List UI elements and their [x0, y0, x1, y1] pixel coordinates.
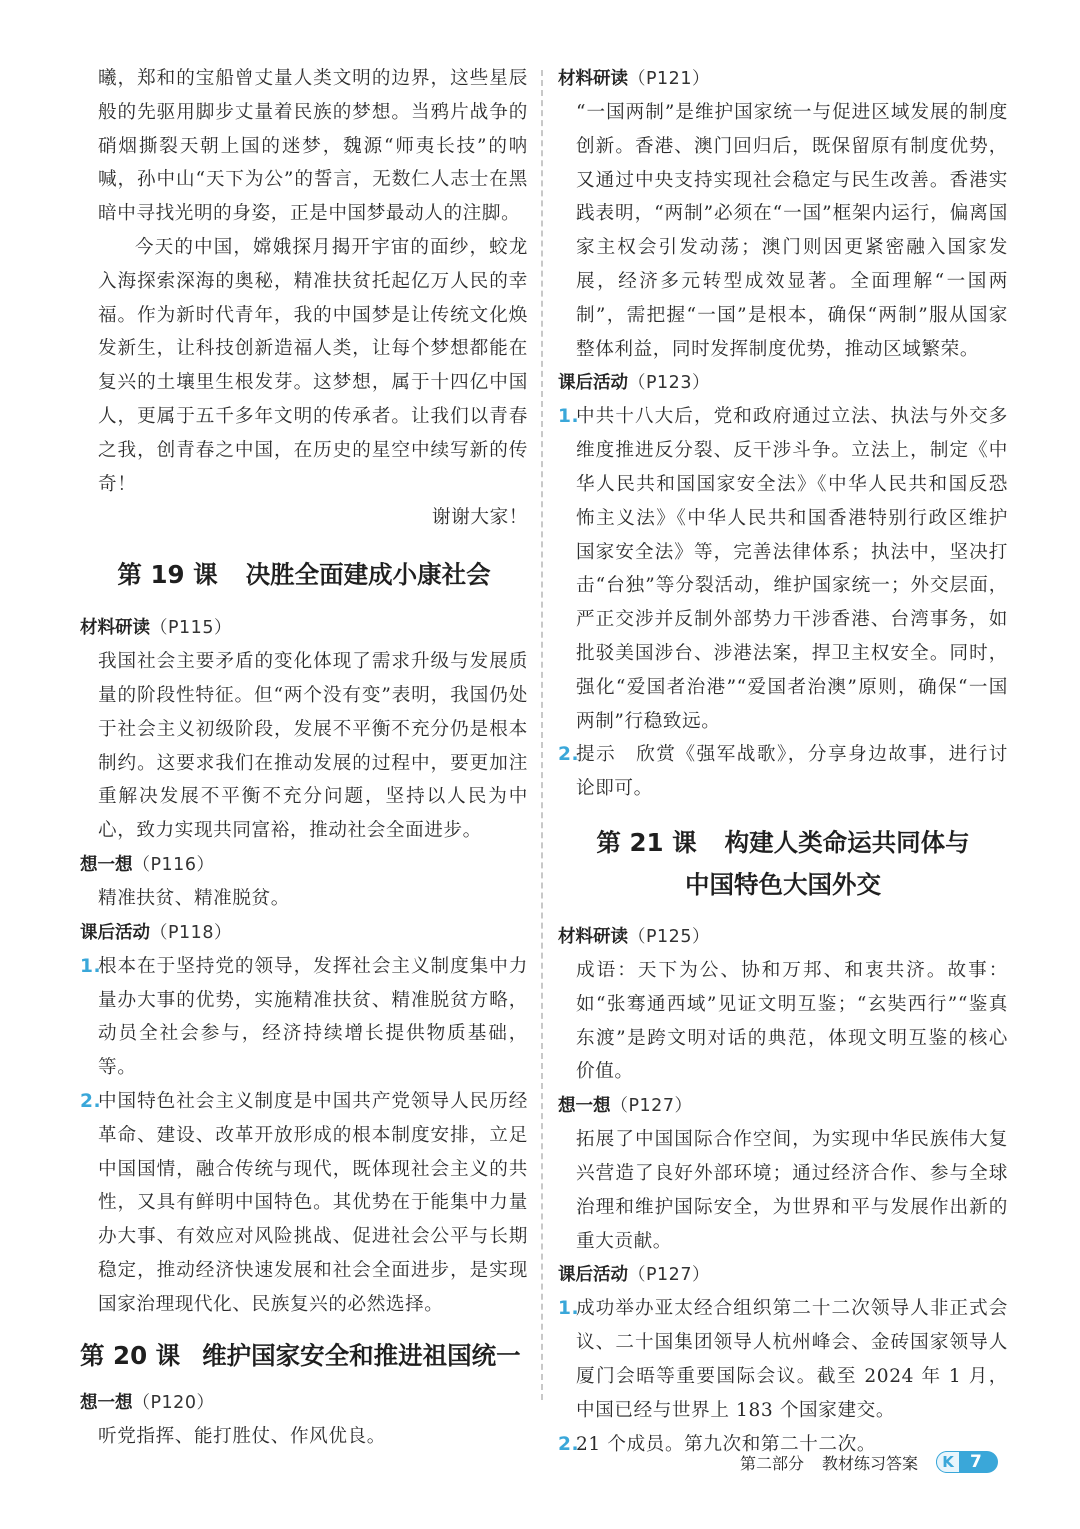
section-label: 材料研读: [558, 926, 628, 947]
lesson-21-number: 第 21 课: [596, 827, 697, 857]
list-item: [558, 738, 1008, 806]
lesson-20-title: 维护国家安全和推进祖国统一: [202, 1340, 521, 1370]
think-text: 听党指挥、能打胜仗、作风优良。: [98, 1425, 386, 1447]
section-label: 想一想: [80, 1392, 133, 1413]
section-label: 课后活动: [558, 1265, 628, 1286]
lesson-21-title-line1: 构建人类命运共同体与: [724, 827, 970, 857]
footer-part: 第二部分: [740, 1453, 805, 1473]
item-number: 1.: [558, 1298, 580, 1320]
page-ref: （P115）: [150, 618, 232, 639]
footer-section: 教材练习答案: [822, 1453, 919, 1473]
lesson-21-heading: [558, 822, 1008, 906]
section-heading: [558, 1258, 1008, 1292]
intro-paragraph-1: 曦，郑和的宝船曾丈量人类文明的边界，这些星辰般的先驱用脚步丈量着民族的梦想。当鸦片战争的硝烟撕裂天朝上国的迷梦，魏源“师夷长技”的呐喊，孙中山“天下为公”的誓言，无数仁人志士在黑暗中寻找光明的身姿，正是中国梦最动人的注脚。: [98, 68, 528, 225]
lesson-19-heading: [80, 553, 528, 597]
badge-letter: K: [936, 1451, 960, 1473]
section-heading: [80, 848, 528, 882]
section-label: 材料研读: [558, 69, 628, 89]
lesson-19-number: 第 19 课: [117, 560, 218, 590]
section-label: 课后活动: [558, 373, 628, 394]
list-item: [80, 950, 528, 1085]
page-number: 7: [970, 1452, 982, 1472]
left-column: [80, 62, 528, 1453]
lesson-21-title-line2: 中国特色大国外交: [685, 869, 881, 899]
item-number: 2.: [558, 1433, 580, 1455]
materials-text: “一国两制”是维护国家统一与促进区域发展的制度创新。香港、澳门回归后，既保留原有制度优势，又通过中央支持实现社会稳定与民生改善。香港实践表明，“两制”必须在“一国”框架内运行，偏离国家主权会引发动荡；澳门则因更紧密融入国家发展，经济多元转型成效显著。全面理解“一国两制”，需把握“一国”是根本，确保“两制”服从国家整体利益，同时发挥制度优势，推动区域繁荣。: [576, 102, 1008, 360]
section-label: 课后活动: [80, 922, 150, 943]
page-ref: （P118）: [150, 922, 232, 943]
page-footer: [740, 1451, 998, 1473]
item-text: 提示 欣赏《强军战歌》，分享身边故事，进行讨论即可。: [576, 744, 1008, 800]
closing-line: 谢谢大家！: [432, 507, 528, 529]
page-ref: （P116）: [132, 854, 215, 875]
section-label: 材料研读: [80, 618, 150, 639]
list-item: [558, 400, 1008, 738]
section-heading: [80, 916, 528, 950]
page-number-badge: [936, 1451, 998, 1473]
item-text: 21 个成员。第九次和第二十二次。: [576, 1433, 877, 1455]
section-heading: [80, 1386, 528, 1420]
think-text: 精准扶贫、精准脱贫。: [98, 887, 290, 909]
item-number: 2.: [558, 744, 580, 766]
item-number: 1.: [80, 955, 102, 977]
lesson-20-heading: [80, 1332, 528, 1380]
right-column: [558, 62, 1008, 1461]
think-text: 拓展了中国国际合作空间，为实现中华民族伟大复兴营造了良好外部环境；通过经济合作、参与全球治理和维护国际安全，为世界和平与发展作出新的重大贡献。: [576, 1129, 1008, 1252]
section-heading: [558, 920, 1008, 954]
page-ref: （P127）: [628, 1265, 710, 1286]
item-number: 2.: [80, 1090, 102, 1112]
page-ref: （P120）: [132, 1392, 215, 1413]
materials-text: 成语：天下为公、协和万邦、和衷共济。故事：如“张骞通西域”见证文明互鉴；“玄奘西行”“鉴真东渡”是跨文明对话的典范，体现文明互鉴的核心价值。: [576, 959, 1008, 1083]
item-text: 中共十八大后，党和政府通过立法、执法与外交多维度推进反分裂、反干涉斗争。立法上，制定《中华人民共和国国家安全法》《中华人民共和国反恐怖主义法》《中华人民共和国香港特别行政区维护国家安全法》等，完善法律体系；执法中，坚决打击“台独”等分裂活动，维护国家统一；外交层面，严正交涉并反制外部势力干涉香港、台湾事务，如批驳美国涉台、涉港法案，捍卫主权安全。同时，强化“爱国者治港”“爱国者治澳”原则，确保“一国两制”行稳致远。: [576, 406, 1008, 732]
section-label: 想一想: [80, 854, 133, 875]
section-heading: [558, 1089, 1008, 1123]
page-ref: （P121）: [628, 69, 710, 89]
column-divider: [541, 70, 543, 1400]
page-ref: （P125）: [628, 926, 710, 947]
item-text: 成功举办亚太经合组织第二十二次领导人非正式会议、二十国集团领导人杭州峰会、金砖国家领导人厦门会晤等重要国际会议。截至 2024 年 1 月，中国已经与世界上 183 个国家建交。: [576, 1298, 1008, 1421]
page-ref: （P127）: [610, 1096, 693, 1117]
page-ref: （P123）: [628, 373, 710, 394]
section-heading: [80, 611, 528, 645]
section-heading: [558, 62, 1008, 96]
intro-paragraph-2: 今天的中国，嫦娥探月揭开宇宙的面纱，蛟龙入海探索深海的奥秘，精准扶贫托起亿万人民的幸福。作为新时代青年，我的中国梦是让传统文化焕发新生，让科技创新造福人类，让每个梦想都能在复兴的土壤里生根发芽。这梦想，属于十四亿中国人，更属于五千多年文明的传承者。让我们以青春之我，创青春之中国，在历史的星空中续写新的传奇！: [98, 236, 528, 495]
materials-text: 我国社会主要矛盾的变化体现了需求升级与发展质量的阶段性特征。但“两个没有变”表明，我国仍处于社会主义初级阶段，发展不平衡不充分仍是根本制约。这要求我们在推动发展的过程中，要更加注重解决发展不平衡不充分问题，坚持以人民为中心，致力实现共同富裕，推动社会全面进步。: [98, 651, 528, 842]
item-text: 根本在于坚持党的领导，发挥社会主义制度集中力量办大事的优势，实施精准扶贫、精准脱贫方略，动员全社会参与，经济持续增长提供物质基础，等。: [98, 955, 528, 1079]
list-item: [80, 1085, 528, 1322]
list-item: [558, 1292, 1008, 1427]
section-heading: [558, 366, 1008, 400]
item-number: 1.: [558, 406, 580, 428]
item-text: 中国特色社会主义制度是中国共产党领导人民历经革命、建设、改革开放形成的根本制度安排，立足中国国情，融合传统与现代，既体现社会主义的共性，又具有鲜明中国特色。其优势在于能集中力量办大事、有效应对风险挑战、促进社会公平与长期稳定，推动经济快速发展和社会全面进步，是实现国家治理现代化、民族复兴的必然选择。: [98, 1090, 528, 1315]
lesson-19-title: 决胜全面建成小康社会: [245, 560, 491, 590]
section-label: 想一想: [558, 1096, 611, 1117]
lesson-20-number: 第 20 课: [80, 1340, 181, 1370]
